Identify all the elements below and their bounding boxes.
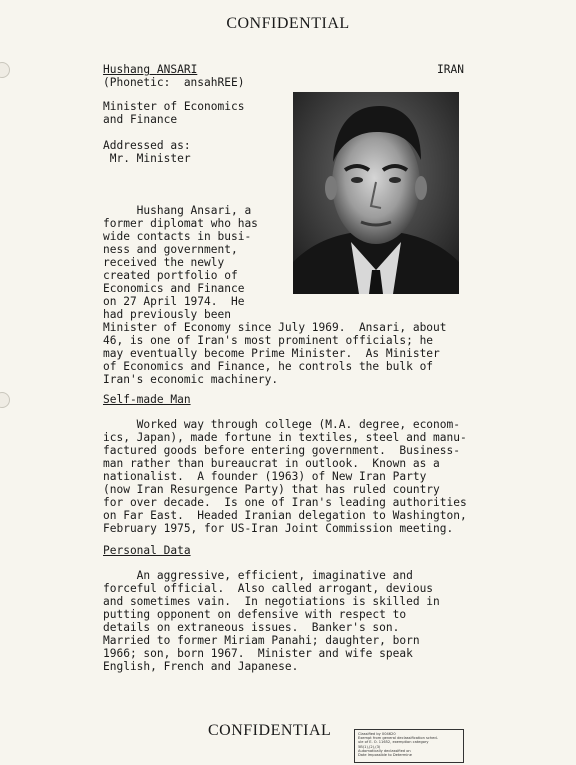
addressed-value: Mr. Minister bbox=[103, 152, 191, 165]
stamp-line-2: Exempt from general declassification sched- bbox=[358, 736, 438, 741]
punch-hole-bottom bbox=[0, 392, 10, 408]
stamp-line-3: ule of E. O. 11652, exemption category bbox=[358, 740, 429, 745]
section1-line-8: on Far East. Headed Iranian delegation to Washington, bbox=[103, 509, 467, 522]
intro-line-12: may eventually become Prime Minister. As Minister bbox=[103, 347, 440, 360]
intro-line-1: Hushang Ansari, a bbox=[103, 204, 252, 217]
phonetic: (Phonetic: ansahREE) bbox=[103, 76, 245, 89]
country: IRAN bbox=[437, 63, 464, 76]
intro-line-13: of Economics and Finance, he controls the bulk of bbox=[103, 360, 434, 373]
section2-line-5: details on extraneous issues. Banker's son. bbox=[103, 621, 400, 634]
portrait-illustration bbox=[293, 92, 459, 294]
classification-footer: CONFIDENTIAL bbox=[208, 722, 332, 739]
declassification-stamp bbox=[354, 729, 464, 763]
section2-line-4: putting opponent on defensive with respect to bbox=[103, 608, 407, 621]
title-line-2: and Finance bbox=[103, 113, 178, 126]
section2-line-3: and sometimes vain. In negotiations is skilled in bbox=[103, 595, 440, 608]
subject-name bbox=[103, 64, 197, 77]
intro-line-4: ness and government, bbox=[103, 243, 238, 256]
intro-line-3: wide contacts in busi- bbox=[103, 230, 252, 243]
intro-line-2: former diplomat who has bbox=[103, 217, 258, 230]
portrait-photo bbox=[293, 92, 459, 294]
stamp-line-1: Classified by 004620 bbox=[358, 732, 396, 736]
stamp-line-5: Automatically declassified on bbox=[358, 748, 411, 753]
intro-line-5: received the newly bbox=[103, 256, 225, 269]
intro-line-10: Minister of Economy since July 1969. Ansari, about bbox=[103, 321, 447, 334]
section1-line-3: factured goods before entering government. Business- bbox=[103, 444, 460, 457]
section-heading-personal-data: Personal Data bbox=[103, 544, 191, 557]
intro-line-6: created portfolio of bbox=[103, 269, 238, 282]
section1-line-7: for over decade. Is one of Iran's leading authorities bbox=[103, 496, 467, 509]
section1-line-4: man rather than bureaucrat in outlook. Known as a bbox=[103, 457, 440, 470]
intro-line-9: had previously been bbox=[103, 308, 231, 321]
section2-line-1: An aggressive, efficient, imaginative and bbox=[103, 569, 413, 582]
intro-line-8: on 27 April 1974. He bbox=[103, 295, 245, 308]
section2-line-7: 1966; son, born 1967. Minister and wife speak bbox=[103, 647, 413, 660]
section1-line-1: Worked way through college (M.A. degree, econom- bbox=[103, 418, 460, 431]
classification-header: CONFIDENTIAL bbox=[226, 15, 350, 32]
section1-line-5: nationalist. A founder (1963) of New Iran Party bbox=[103, 470, 427, 483]
name-given: Hushang bbox=[103, 63, 157, 76]
intro-line-11: 46, is one of Iran's most prominent officials; he bbox=[103, 334, 434, 347]
section1-line-6: (now Iran Resurgence Party) that has ruled country bbox=[103, 483, 440, 496]
punch-hole-top bbox=[0, 62, 10, 78]
stamp-line-4: 5B(1),(2),(3) bbox=[358, 744, 381, 749]
section-heading-self-made-man: Self-made Man bbox=[103, 393, 191, 406]
stamp-line-6: Date Impossible to Determine bbox=[358, 753, 412, 758]
section1-line-2: ics, Japan), made fortune in textiles, steel and manu- bbox=[103, 431, 467, 444]
title-line-1: Minister of Economics bbox=[103, 100, 245, 113]
section2-line-6: Married to former Miriam Panahi; daughter, born bbox=[103, 634, 420, 647]
section1-line-9: February 1975, for US-Iran Joint Commission meeting. bbox=[103, 522, 454, 535]
addressed-label: Addressed as: bbox=[103, 139, 191, 152]
name-surname: ANSARI bbox=[156, 63, 198, 76]
section2-line-8: English, French and Japanese. bbox=[103, 660, 299, 673]
intro-line-7: Economics and Finance bbox=[103, 282, 245, 295]
section2-line-2: forceful official. Also called arrogant, devious bbox=[103, 582, 434, 595]
intro-line-14: Iran's economic machinery. bbox=[103, 373, 279, 386]
